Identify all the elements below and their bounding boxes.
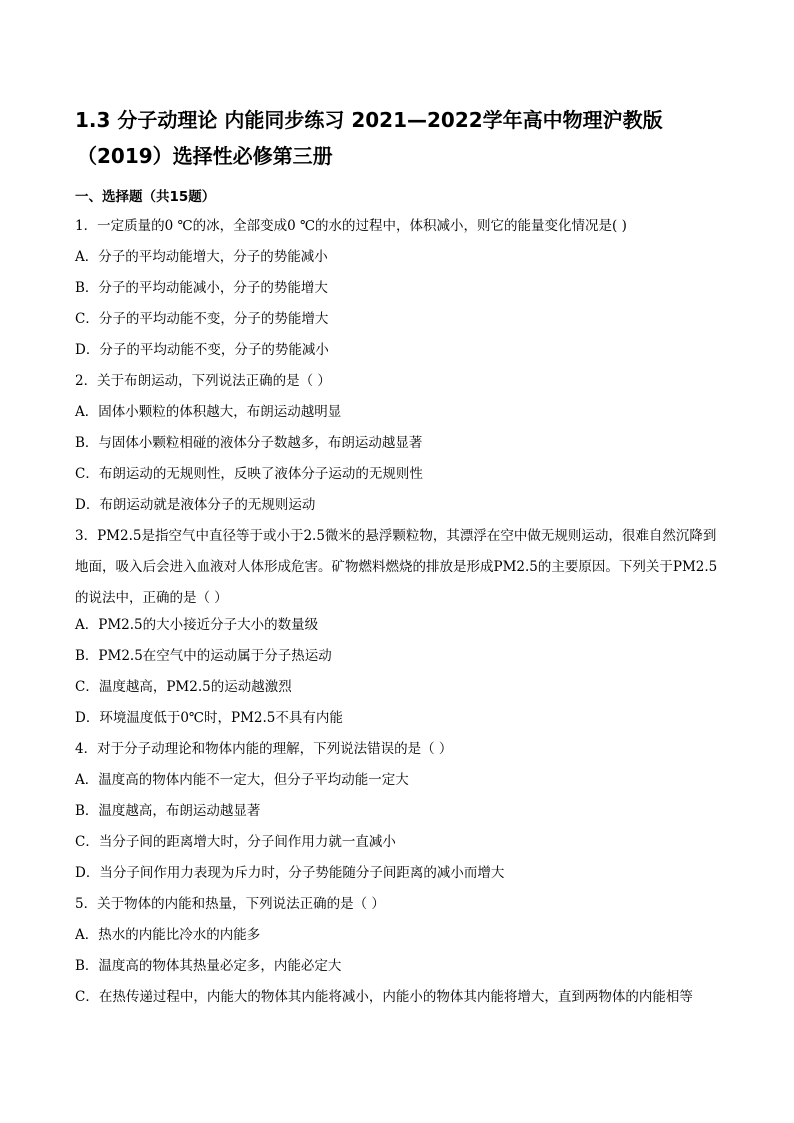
option: C．布朗运动的无规则性，反映了液体分子运动的无规则性 <box>75 466 423 482</box>
option: D．布朗运动就是液体分子的无规则运动 <box>75 497 316 513</box>
question-stem: 4．对于分子动理论和物体内能的理解，下列说法错误的是（ ） <box>75 741 453 757</box>
question-stem: 3．PM2.5是指空气中直径等于或小于2.5微米的悬浮颗粒物，其漂浮在空中做无规则运动，很难自然沉降到地面，吸入后会进入血液对人体形成危害。矿物燃料燃烧的排放是形成PM2.5的主要原因。下列关于PM2.5的说法中，正确的是（ ） <box>75 528 718 606</box>
option: A．固体小颗粒的体积越大，布朗运动越明显 <box>75 404 342 420</box>
title-line-1: 1.3 分子动理论 内能同步练习 2021—2022学年高中物理沪教版 <box>75 108 663 132</box>
option: B．PM2.5在空气中的运动属于分子热运动 <box>75 648 332 664</box>
question-list <box>75 215 725 1017</box>
question-stem: 1．一定质量的0 ℃的冰，全部变成0 ℃的水的过程中，体积减小，则它的能量变化情况是( ) <box>75 218 627 234</box>
option: A．热水的内能比冷水的内能多 <box>75 927 261 943</box>
document-title <box>75 102 755 174</box>
option: D．分子的平均动能不变，分子的势能减小 <box>75 342 329 358</box>
option: A．分子的平均动能增大，分子的势能减小 <box>75 249 328 265</box>
option: C．在热传递过程中，内能大的物体其内能将减小，内能小的物体其内能将增大，直到两物体的内能相等 <box>75 989 693 1005</box>
option: B．温度高的物体其热量必定多，内能必定大 <box>75 958 342 974</box>
option: C．当分子间的距离增大时，分子间作用力就一直减小 <box>75 834 396 850</box>
option: C．分子的平均动能不变，分子的势能增大 <box>75 311 329 327</box>
option: C．温度越高，PM2.5的运动越激烈 <box>75 679 292 695</box>
section-header: 一、选择题（共15题） <box>75 189 216 205</box>
option: D．环境温度低于0℃时，PM2.5不具有内能 <box>75 710 343 726</box>
question-stem: 5．关于物体的内能和热量，下列说法正确的是（ ） <box>75 896 385 912</box>
option: B．与固体小颗粒相碰的液体分子数越多，布朗运动越显著 <box>75 435 423 451</box>
option: A．PM2.5的大小接近分子大小的数量级 <box>75 617 319 633</box>
option: B．温度越高，布朗运动越显著 <box>75 803 261 819</box>
title-line-2: （2019）选择性必修第三册 <box>77 144 333 168</box>
option: B．分子的平均动能减小，分子的势能增大 <box>75 280 328 296</box>
question-stem: 2．关于布朗运动，下列说法正确的是（ ） <box>75 373 331 389</box>
option: A．温度高的物体内能不一定大，但分子平均动能一定大 <box>75 772 409 788</box>
option: D．当分子间作用力表现为斥力时，分子势能随分子间距离的减小而增大 <box>75 865 505 881</box>
